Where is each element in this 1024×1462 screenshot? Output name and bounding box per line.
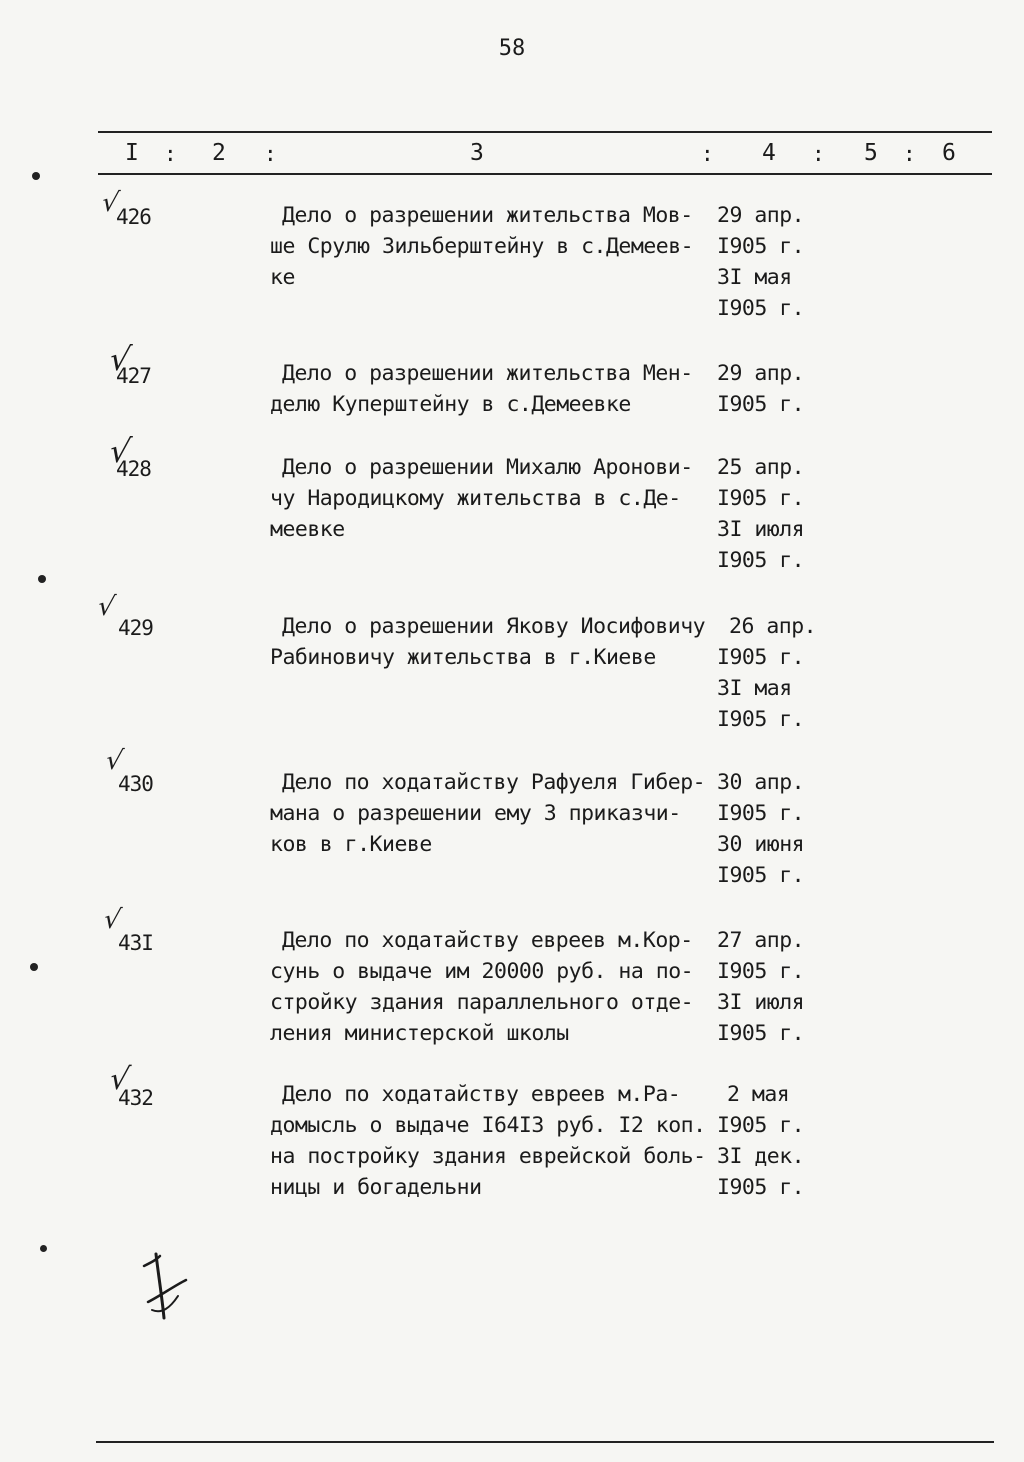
date-line: I905 г. [717,801,805,826]
description-line: Дело о разрешении Михалю Аронови- [282,455,693,480]
date-line: 3I мая [717,265,792,290]
date-line: I905 г. [717,392,805,417]
description-line: Дело о разрешении жительства Мен- [282,361,693,386]
entry-number: 428 [116,457,151,481]
entry-dates [717,452,827,576]
date-line: I905 г. [717,645,805,670]
check-mark-icon: √ [95,592,118,622]
entry-dates [717,767,827,891]
check-mark-icon: √ [103,746,126,776]
entry-description [270,925,720,1049]
description-line: на постройку здания еврейской боль- [270,1144,706,1169]
description-line: Дело по ходатайству Рафуеля Гибер- [282,770,706,795]
date-line: I905 г. [717,863,805,888]
date-line: I905 г. [717,486,805,511]
column-header-5: 5 [864,140,878,166]
entry-number: 426 [116,205,151,229]
description-line: мана о разрешении ему 3 приказчи- [270,801,681,826]
entry-number: 430 [118,772,153,796]
date-line: 26 апр. [729,614,817,639]
column-separator: : [264,142,277,166]
date-line: 3I мая [717,676,792,701]
date-line: 25 апр. [717,455,805,480]
entry-dates [717,925,827,1049]
page-number: 58 [498,36,526,61]
entry-description [270,452,720,545]
column-separator: : [903,142,916,166]
description-line: домысль о выдаче I64I3 руб. I2 коп. [270,1113,706,1138]
column-header-6: 6 [942,140,956,166]
column-header-1: I [125,140,139,166]
date-line: I905 г. [717,707,805,732]
date-line: I905 г. [717,959,805,984]
description-line: чу Народицкому жительства в с.Де- [270,486,681,511]
page-bottom-rule [96,1441,994,1443]
description-line: ницы и богадельни [270,1175,482,1200]
date-line: 29 апр. [717,203,805,228]
entry-description [270,200,720,293]
table-header-bottom-rule [98,173,992,175]
description-line: ке [270,265,295,290]
column-separator: : [812,142,825,166]
column-header-2: 2 [212,140,226,166]
column-separator: : [701,142,714,166]
date-line: 30 июня [717,832,805,857]
entry-number: 427 [116,364,151,388]
entry-description [270,1079,720,1203]
date-line: I905 г. [717,234,805,259]
entry-description [270,611,720,673]
date-line: 3I июля [717,990,805,1015]
check-mark-icon: √ [106,340,134,378]
entry-number: 432 [118,1086,153,1110]
date-line: 3I дек. [717,1144,805,1169]
entry-dates [717,358,827,420]
entry-dates [717,611,827,735]
description-line: Дело по ходатайству евреев м.Ра- [282,1082,681,1107]
description-line: Дело о разрешении Якову Иосифовичу [282,614,706,639]
description-line: Дело по ходатайству евреев м.Кор- [282,928,693,953]
entry-description [270,358,720,420]
entry-description [270,767,720,860]
description-line: ления министерской школы [270,1021,569,1046]
check-mark-icon: √ [101,905,124,935]
check-mark-icon: √ [106,1062,133,1097]
column-header-4: 4 [762,140,776,166]
date-line: 29 апр. [717,361,805,386]
description-line: Рабиновичу жительства в г.Киеве [270,645,656,670]
date-line: 3I июля [717,517,805,542]
description-line: ков в г.Киеве [270,832,432,857]
description-line: Дело о разрешении жительства Мов- [282,203,693,228]
date-line: I905 г. [717,548,805,573]
description-line: ше Срулю Зильберштейну в с.Демеев- [270,234,694,259]
date-line: 2 мая [727,1082,790,1107]
description-line: сунь о выдаче им 20000 руб. на по- [270,959,694,984]
entry-dates [717,1079,827,1203]
date-line: 27 апр. [717,928,805,953]
entry-dates [717,200,827,324]
date-line: I905 г. [717,1021,805,1046]
binding-dot-icon [38,575,46,583]
binding-dot-icon [40,1245,47,1252]
date-line: I905 г. [717,1113,805,1138]
description-line: делю Куперштейну в с.Демеевке [270,392,631,417]
description-line: меевке [270,517,345,542]
date-line: I905 г. [717,296,805,321]
date-line: I905 г. [717,1175,805,1200]
column-header-3: 3 [470,140,484,166]
entry-number: 429 [118,616,153,640]
description-line: стройку здания параллельного отде- [270,990,694,1015]
handwritten-mark-icon [134,1252,194,1332]
column-separator: : [164,142,177,166]
table-header-top-rule [98,131,992,133]
binding-dot-icon [32,172,40,180]
check-mark-icon: √ [99,188,122,218]
check-mark-icon: √ [106,432,134,470]
entry-number: 43I [118,931,153,955]
date-line: 30 апр. [717,770,805,795]
binding-dot-icon [30,963,38,971]
